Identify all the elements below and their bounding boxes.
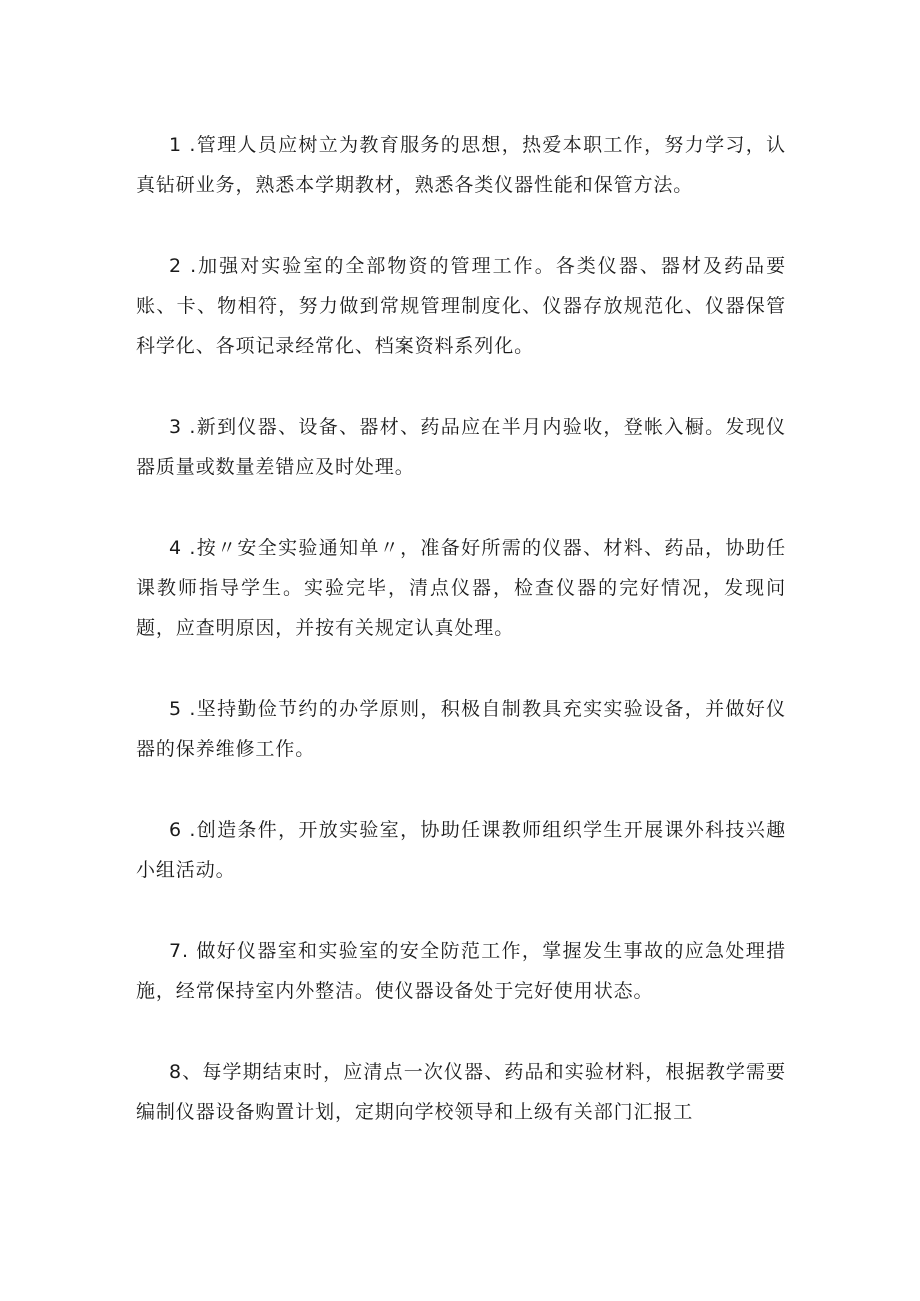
paragraph-item-7: 7. 做好仪器室和实验室的安全防范工作，掌握发生事故的应急处理措施，经常保持室内外整洁。使仪器设备处于完好使用状态。 [136,940,786,1002]
paragraph-item-3: 3 .新到仪器、设备、器材、药品应在半月内验收，登帐入橱。发现仪器质量或数量差错应及时处理。 [136,416,786,478]
paragraph-item-1: 1 .管理人员应树立为教育服务的思想，热爱本职工作，努力学习，认真钻研业务，熟悉本学期教材，熟悉各类仪器性能和保管方法。 [136,134,786,196]
paragraph-item-6: 6 .创造条件，开放实验室，协助任课教师组织学生开展课外科技兴趣小组活动。 [136,819,786,881]
document-body [136,125,786,1132]
paragraph-item-2: 2 .加强对实验室的全部物资的管理工作。各类仪器、器材及药品要账、卡、物相符，努力做到常规管理制度化、仪器存放规范化、仪器保管科学化、各项记录经常化、档案资料系列化。 [136,255,786,357]
paragraph-item-5: 5 .坚持勤俭节约的办学原则，积极自制教具充实实验设备，并做好仪器的保养维修工作。 [136,698,786,760]
paragraph-item-8: 8、每学期结束时，应清点一次仪器、药品和实验材料，根据教学需要编制仪器设备购置计划，定期向学校领导和上级有关部门汇报工 [136,1061,786,1123]
paragraph-item-4: 4 .按〃安全实验通知单〃，准备好所需的仪器、材料、药品，协助任课教师指导学生。实验完毕，清点仪器，检查仪器的完好情况，发现问题，应查明原因，并按有关规定认真处理。 [136,537,786,639]
